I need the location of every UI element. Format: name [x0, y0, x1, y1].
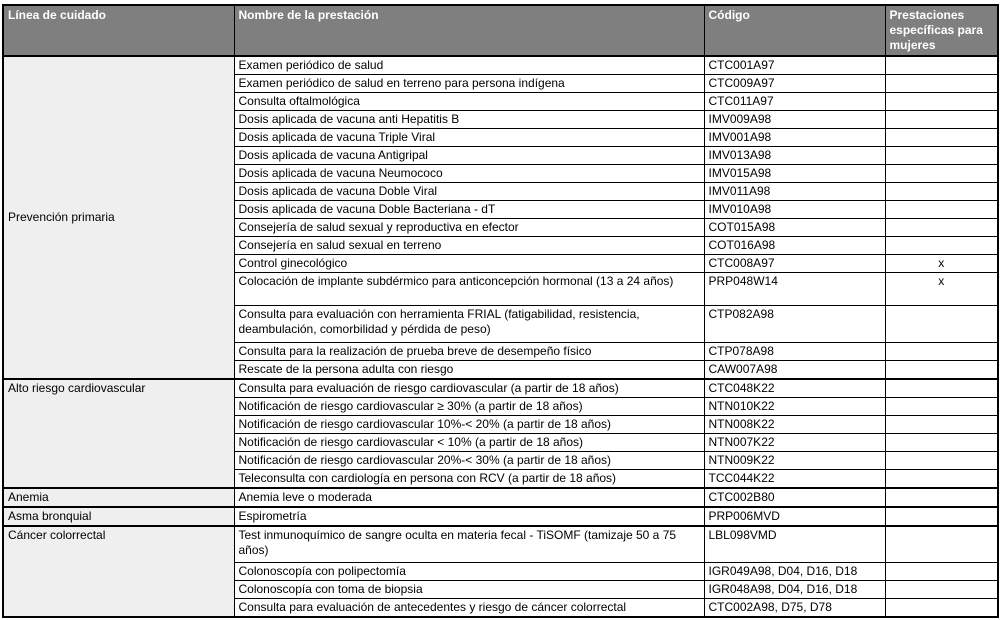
- mujeres-cell: [885, 488, 998, 507]
- prestaciones-table: [2, 4, 999, 618]
- nombre-prestacion-cell: Espirometría: [234, 507, 704, 526]
- mujeres-cell: [885, 56, 998, 75]
- linea-de-cuidado-cell: Prevención primaria: [3, 56, 234, 379]
- table-header: [3, 5, 998, 56]
- table-row: [3, 526, 998, 562]
- nombre-prestacion-cell: Colonoscopía con polipectomía: [234, 562, 704, 580]
- nombre-prestacion-cell: Anemia leve o moderada: [234, 488, 704, 507]
- mujeres-cell: [885, 147, 998, 165]
- table-row: [3, 56, 998, 75]
- mujeres-cell: [885, 526, 998, 562]
- mujeres-cell: [885, 75, 998, 93]
- linea-de-cuidado-cell: Anemia: [3, 488, 234, 507]
- nombre-prestacion-cell: Consulta oftalmológica: [234, 93, 704, 111]
- mujeres-cell: [885, 470, 998, 489]
- codigo-cell: NTN010K22: [704, 398, 885, 416]
- codigo-cell: PRP048W14: [704, 273, 885, 306]
- codigo-cell: CTC048K22: [704, 379, 885, 398]
- header-prestaciones-mujeres: Prestaciones específicas para mujeres: [885, 5, 998, 56]
- mujeres-cell: x: [885, 255, 998, 273]
- nombre-prestacion-cell: Dosis aplicada de vacuna Neumococo: [234, 165, 704, 183]
- mujeres-cell: x: [885, 273, 998, 306]
- table-row: [3, 488, 998, 507]
- codigo-cell: NTN008K22: [704, 416, 885, 434]
- nombre-prestacion-cell: Consulta para evaluación con herramienta FRIAL (fatigabilidad, resistencia, deambulación, comorbilidad y pérdida de peso): [234, 306, 704, 343]
- mujeres-cell: [885, 237, 998, 255]
- mujeres-cell: [885, 507, 998, 526]
- mujeres-cell: [885, 201, 998, 219]
- mujeres-cell: [885, 398, 998, 416]
- codigo-cell: IMV011A98: [704, 183, 885, 201]
- nombre-prestacion-cell: Control ginecológico: [234, 255, 704, 273]
- codigo-cell: NTN009K22: [704, 452, 885, 470]
- mujeres-cell: [885, 361, 998, 380]
- codigo-cell: CTC001A97: [704, 56, 885, 75]
- mujeres-cell: [885, 219, 998, 237]
- codigo-cell: CTP078A98: [704, 343, 885, 361]
- codigo-cell: CTP082A98: [704, 306, 885, 343]
- mujeres-cell: [885, 434, 998, 452]
- nombre-prestacion-cell: Consejería de salud sexual y reproductiva en efector: [234, 219, 704, 237]
- codigo-cell: TCC044K22: [704, 470, 885, 489]
- codigo-cell: LBL098VMD: [704, 526, 885, 562]
- codigo-cell: CAW007A98: [704, 361, 885, 380]
- mujeres-cell: [885, 580, 998, 598]
- codigo-cell: COT016A98: [704, 237, 885, 255]
- codigo-cell: COT015A98: [704, 219, 885, 237]
- nombre-prestacion-cell: Notificación de riesgo cardiovascular ≥ 30% (a partir de 18 años): [234, 398, 704, 416]
- header-linea-de-cuidado: Línea de cuidado: [3, 5, 234, 56]
- codigo-cell: CTC008A97: [704, 255, 885, 273]
- codigo-cell: NTN007K22: [704, 434, 885, 452]
- nombre-prestacion-cell: Consulta para la realización de prueba breve de desempeño físico: [234, 343, 704, 361]
- nombre-prestacion-cell: Dosis aplicada de vacuna Doble Bacteriana - dT: [234, 201, 704, 219]
- codigo-cell: IMV009A98: [704, 111, 885, 129]
- header-row: [3, 5, 998, 56]
- mujeres-cell: [885, 416, 998, 434]
- codigo-cell: CTC002A98, D75, D78: [704, 598, 885, 617]
- table-body: [3, 56, 998, 617]
- table-row: [3, 379, 998, 398]
- mujeres-cell: [885, 598, 998, 617]
- nombre-prestacion-cell: Dosis aplicada de vacuna Antigripal: [234, 147, 704, 165]
- table-row: [3, 507, 998, 526]
- nombre-prestacion-cell: Colocación de implante subdérmico para anticoncepción hormonal (13 a 24 años): [234, 273, 704, 306]
- nombre-prestacion-cell: Rescate de la persona adulta con riesgo: [234, 361, 704, 380]
- nombre-prestacion-cell: Test inmunoquímico de sangre oculta en materia fecal - TiSOMF (tamizaje 50 a 75 años): [234, 526, 704, 562]
- nombre-prestacion-cell: Dosis aplicada de vacuna Doble Viral: [234, 183, 704, 201]
- codigo-cell: IGR049A98, D04, D16, D18: [704, 562, 885, 580]
- mujeres-cell: [885, 129, 998, 147]
- nombre-prestacion-cell: Consulta para evaluación de antecedentes y riesgo de cáncer colorrectal: [234, 598, 704, 617]
- nombre-prestacion-cell: Notificación de riesgo cardiovascular 20%-< 30% (a partir de 18 años): [234, 452, 704, 470]
- codigo-cell: IMV015A98: [704, 165, 885, 183]
- linea-de-cuidado-cell: Asma bronquial: [3, 507, 234, 526]
- nombre-prestacion-cell: Colonoscopía con toma de biopsia: [234, 580, 704, 598]
- mujeres-cell: [885, 452, 998, 470]
- codigo-cell: IMV013A98: [704, 147, 885, 165]
- codigo-cell: CTC002B80: [704, 488, 885, 507]
- mujeres-cell: [885, 93, 998, 111]
- nombre-prestacion-cell: Consejería en salud sexual en terreno: [234, 237, 704, 255]
- nombre-prestacion-cell: Dosis aplicada de vacuna Triple Viral: [234, 129, 704, 147]
- mujeres-cell: [885, 562, 998, 580]
- nombre-prestacion-cell: Dosis aplicada de vacuna anti Hepatitis B: [234, 111, 704, 129]
- nombre-prestacion-cell: Consulta para evaluación de riesgo cardiovascular (a partir de 18 años): [234, 379, 704, 398]
- mujeres-cell: [885, 111, 998, 129]
- nombre-prestacion-cell: Teleconsulta con cardiología en persona con RCV (a partir de 18 años): [234, 470, 704, 489]
- nombre-prestacion-cell: Examen periódico de salud en terreno para persona indígena: [234, 75, 704, 93]
- codigo-cell: IMV001A98: [704, 129, 885, 147]
- linea-de-cuidado-cell: Cáncer colorrectal: [3, 526, 234, 617]
- nombre-prestacion-cell: Notificación de riesgo cardiovascular < 10% (a partir de 18 años): [234, 434, 704, 452]
- header-nombre-prestacion: Nombre de la prestación: [234, 5, 704, 56]
- mujeres-cell: [885, 343, 998, 361]
- linea-de-cuidado-cell: Alto riesgo cardiovascular: [3, 379, 234, 488]
- nombre-prestacion-cell: Notificación de riesgo cardiovascular 10%-< 20% (a partir de 18 años): [234, 416, 704, 434]
- codigo-cell: CTC011A97: [704, 93, 885, 111]
- mujeres-cell: [885, 379, 998, 398]
- mujeres-cell: [885, 165, 998, 183]
- nombre-prestacion-cell: Examen periódico de salud: [234, 56, 704, 75]
- mujeres-cell: [885, 306, 998, 343]
- codigo-cell: IGR048A98, D04, D16, D18: [704, 580, 885, 598]
- header-codigo: Código: [704, 5, 885, 56]
- codigo-cell: PRP006MVD: [704, 507, 885, 526]
- mujeres-cell: [885, 183, 998, 201]
- codigo-cell: CTC009A97: [704, 75, 885, 93]
- codigo-cell: IMV010A98: [704, 201, 885, 219]
